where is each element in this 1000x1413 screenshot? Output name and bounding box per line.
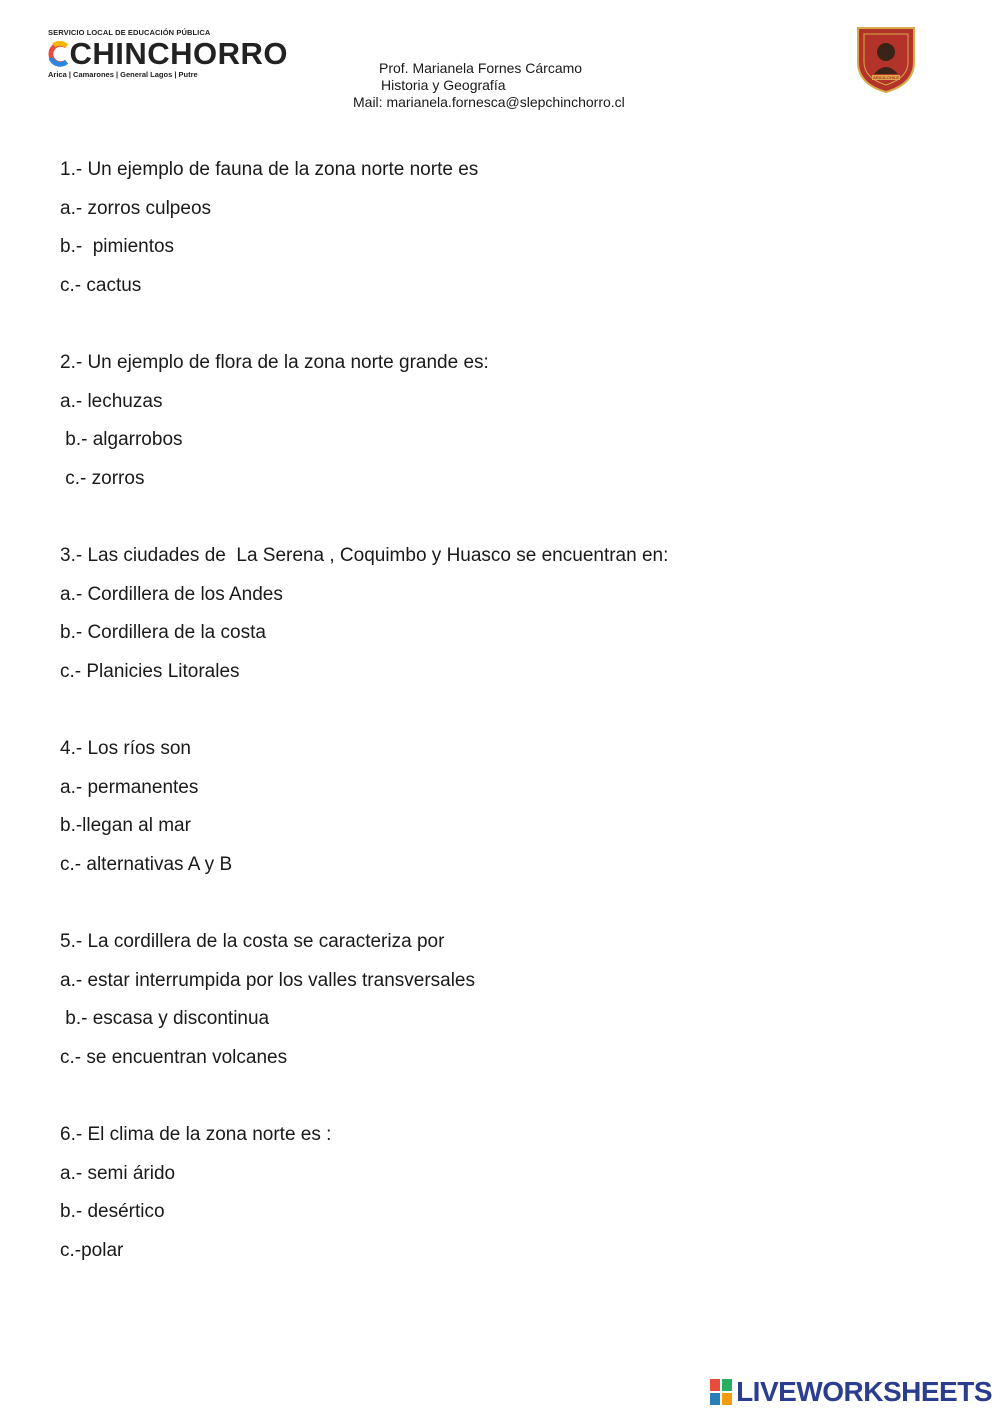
option-a[interactable]: a.- permanentes xyxy=(60,776,199,798)
option-c[interactable]: c.- Planicies Litorales xyxy=(60,660,240,682)
teacher-email: Mail: marianela.fornesca@slepchinchorro.cl xyxy=(353,94,625,110)
option-c[interactable]: c.- se encuentran volcanes xyxy=(60,1046,288,1068)
logo-subtitle: Arica | Camarones | General Lagos | Putre xyxy=(48,70,198,79)
option-a[interactable]: a.- Cordillera de los Andes xyxy=(60,583,283,605)
seal-text: ARICA-CHILE xyxy=(873,75,899,81)
option-b[interactable]: b.- escasa y discontinua xyxy=(60,1008,270,1029)
school-seal-icon xyxy=(850,22,922,94)
question-block xyxy=(60,737,960,891)
liveworksheets-brand xyxy=(710,1376,992,1408)
option-a[interactable]: a.- estar interrumpida por los valles transversales xyxy=(60,969,476,991)
option-b[interactable]: b.-llegan al mar xyxy=(60,815,191,836)
option-c[interactable]: c.- zorros xyxy=(60,467,145,489)
option-b[interactable]: b.- Cordillera de la costa xyxy=(60,622,266,643)
question-text: 4.- Los ríos son xyxy=(60,738,191,759)
chinchorro-logo xyxy=(48,28,288,79)
question-block xyxy=(60,158,960,312)
logo-top-text: SERVICIO LOCAL DE EDUCACIÓN PÚBLICA xyxy=(48,28,211,37)
question-text: 2.- Un ejemplo de flora de la zona norte grande es: xyxy=(60,352,489,373)
option-b[interactable]: b.- algarrobos xyxy=(60,429,183,450)
question-text: 5.- La cordillera de la costa se caracteriza por xyxy=(60,931,445,952)
liveworksheets-icon xyxy=(710,1379,732,1405)
header-info xyxy=(340,60,680,111)
option-b[interactable]: b.- desértico xyxy=(60,1201,165,1222)
liveworksheets-text: LIVEWORKSHEETS xyxy=(736,1376,992,1407)
option-c[interactable]: c.- alternativas A y B xyxy=(60,853,233,875)
question-text: 1.- Un ejemplo de fauna de la zona norte norte es xyxy=(60,159,479,180)
option-a[interactable]: a.- zorros culpeos xyxy=(60,197,212,219)
option-a[interactable]: a.- semi árido xyxy=(60,1162,176,1184)
questions-list xyxy=(60,158,960,1316)
logo-name xyxy=(48,36,288,71)
logo-c-icon xyxy=(48,41,69,67)
teacher-name: Prof. Marianela Fornes Cárcamo xyxy=(379,60,583,76)
option-a[interactable]: a.- lechuzas xyxy=(60,390,163,412)
option-c[interactable]: c.- cactus xyxy=(60,274,142,296)
logo-name-text: CHINCHORRO xyxy=(69,36,288,71)
question-block xyxy=(60,930,960,1084)
question-block xyxy=(60,544,960,698)
option-b[interactable]: b.- pimientos xyxy=(60,236,175,257)
option-c[interactable]: c.-polar xyxy=(60,1239,124,1261)
question-block xyxy=(60,351,960,505)
subject-name: Historia y Geografía xyxy=(381,77,506,93)
question-text: 3.- Las ciudades de La Serena , Coquimbo y Huasco se encuentran en: xyxy=(60,545,669,566)
question-block xyxy=(60,1123,960,1277)
question-text: 6.- El clima de la zona norte es : xyxy=(60,1124,332,1145)
